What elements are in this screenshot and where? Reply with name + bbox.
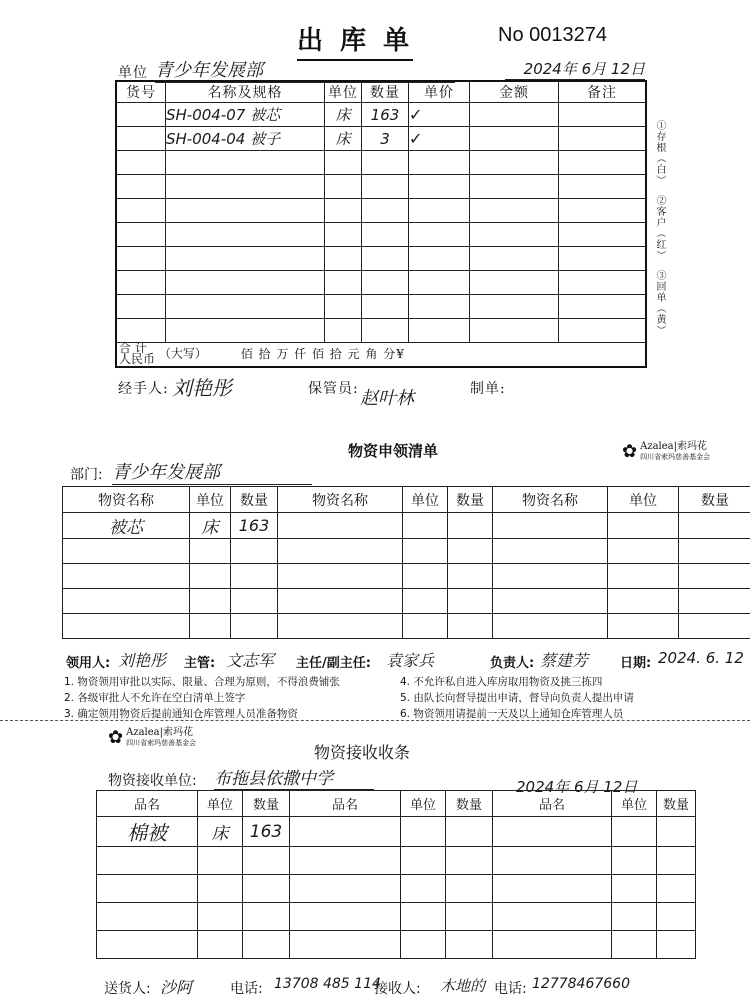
rule-item: 3. 确定领用物资后提前通知仓库管理人员准备物资 xyxy=(64,708,298,720)
req-header-name-2: 物资名称 xyxy=(278,487,403,513)
phone-label: 电话: xyxy=(230,981,263,997)
dept-value: 青少年发展部 xyxy=(112,458,312,485)
cell-qty: 3 xyxy=(362,127,409,151)
rec-header-name-1: 品名 xyxy=(97,791,198,817)
divider xyxy=(0,720,750,721)
check-icon: ✓ xyxy=(409,127,470,151)
total-label-a: 合 计 xyxy=(119,341,147,356)
table-row xyxy=(63,513,750,539)
rec-cell xyxy=(657,817,696,847)
cell-amount xyxy=(470,127,559,151)
req-header-qty-2: 数量 xyxy=(448,487,493,513)
req-header-qty-3: 数量 xyxy=(679,487,750,513)
logo-sub: 四川省索玛慈善基金会 xyxy=(126,739,197,747)
manager-label: 负责人: xyxy=(490,656,535,671)
req-cell: 被芯 xyxy=(63,513,190,539)
keeper-signature: 赵叶林 xyxy=(360,388,414,409)
total-label-b: 人民币 xyxy=(119,352,156,367)
receipt-footer xyxy=(104,978,744,998)
req-cell xyxy=(493,513,608,539)
requisition-date: 2024. 6. 12 xyxy=(658,649,744,667)
dept-label: 部门: xyxy=(70,467,103,483)
out-slip-number: No 0013274 xyxy=(498,24,607,46)
recipient-label: 领用人: xyxy=(66,656,111,671)
rule-item: 2. 各级审批人不允许在空白清单上签字 xyxy=(64,692,246,704)
req-header-unit-3: 单位 xyxy=(608,487,679,513)
rec-cell: 棉被 xyxy=(97,817,198,847)
rec-cell xyxy=(493,817,612,847)
header-price: 单价 xyxy=(409,81,470,103)
out-slip-title: 出 库 单 xyxy=(297,20,413,61)
cell-code xyxy=(116,103,166,127)
rule-item: 1. 物资领用审批以实际、限量、合理为原则，不得浪费铺张 xyxy=(64,676,340,688)
date-label: 日期: xyxy=(620,656,652,671)
logo-name: Azalea|索玛花 xyxy=(640,441,707,452)
phone2-value: 12778467660 xyxy=(532,976,630,992)
sender-value: 沙阿 xyxy=(160,978,193,997)
cell-note xyxy=(559,127,647,151)
rule-item: 5. 由队长向督导提出申请，督导向负责人提出申请 xyxy=(400,692,634,704)
requisition-title: 物资申领清单 xyxy=(348,442,439,460)
req-cell: 床 xyxy=(190,513,231,539)
flower-logo-icon: ✿ xyxy=(622,441,638,462)
supervisor-label: 主管: xyxy=(184,656,216,671)
supervisor-signature: 文志军 xyxy=(226,651,275,670)
rec-cell xyxy=(290,817,401,847)
rec-cell xyxy=(401,817,446,847)
req-header-qty-1: 数量 xyxy=(231,487,278,513)
cell-unit: 床 xyxy=(325,103,362,127)
rule-item: 4. 不允许私自进入库房取用物资及挑三拣四 xyxy=(400,676,603,688)
cell-name: SH-004-07 被芯 xyxy=(166,103,325,127)
header-name: 名称及规格 xyxy=(166,81,325,103)
cell-qty: 163 xyxy=(362,103,409,127)
rule-item: 6. 物资领用请提前一天及以上通知仓库管理人员 xyxy=(400,708,624,720)
requisition-table xyxy=(62,486,750,639)
rec-header-qty-3: 数量 xyxy=(657,791,696,817)
rec-cell xyxy=(446,817,493,847)
requisition-logo xyxy=(622,442,710,462)
rec-header-unit-3: 单位 xyxy=(612,791,657,817)
header-code: 货号 xyxy=(116,81,166,103)
director-signature: 袁家兵 xyxy=(386,651,435,670)
receipt-date: 2024年 6月 12日 xyxy=(516,778,638,796)
header-amount: 金额 xyxy=(470,81,559,103)
side-label-return: ③回单（黄） xyxy=(654,270,665,336)
rec-cell: 163 xyxy=(243,817,290,847)
unit-value: 青少年发展部 xyxy=(155,56,455,83)
handler-label: 经手人: xyxy=(118,381,169,397)
table-row xyxy=(116,103,646,127)
header-qty: 数量 xyxy=(362,81,409,103)
req-header-name-3: 物资名称 xyxy=(493,487,608,513)
table-row xyxy=(97,817,696,847)
rec-cell: 床 xyxy=(198,817,243,847)
table-row xyxy=(116,127,646,151)
req-cell xyxy=(278,513,403,539)
cell-note xyxy=(559,103,647,127)
manager-signature: 蔡建芳 xyxy=(540,651,589,670)
out-slip-date: 2024年 6月 12日 xyxy=(505,58,645,80)
rec-header-qty-1: 数量 xyxy=(243,791,290,817)
req-cell xyxy=(403,513,448,539)
out-slip-table xyxy=(115,80,647,368)
req-cell xyxy=(608,513,679,539)
logo-name: Azalea|索玛花 xyxy=(126,727,193,738)
side-label-client: ②客户（红） xyxy=(654,195,665,261)
check-icon: ✓ xyxy=(409,103,470,127)
cell-code xyxy=(116,127,166,151)
director-label: 主任/副主任: xyxy=(296,656,371,671)
requisition-sign-row xyxy=(66,649,750,674)
recv-unit-label: 物资接收单位: xyxy=(108,773,197,789)
req-cell xyxy=(679,513,750,539)
req-header-unit-1: 单位 xyxy=(190,487,231,513)
receipt-logo xyxy=(108,728,196,748)
rec-header-name-3: 品名 xyxy=(493,791,612,817)
receiver-value: 木地的 xyxy=(440,977,486,995)
handler-signature: 刘艳彤 xyxy=(172,376,232,400)
sender-label: 送货人: xyxy=(104,981,151,997)
total-row xyxy=(116,343,646,367)
rec-header-qty-2: 数量 xyxy=(446,791,493,817)
phone2-label: 电话: xyxy=(494,981,527,997)
receiver-label: 接收人: xyxy=(374,981,421,997)
cell-amount xyxy=(470,103,559,127)
recipient-signature: 刘艳彤 xyxy=(118,651,167,670)
cell-unit: 床 xyxy=(325,127,362,151)
cell-name: SH-004-04 被子 xyxy=(166,127,325,151)
keeper-label: 保管员: xyxy=(308,381,359,397)
rec-header-unit-2: 单位 xyxy=(401,791,446,817)
maker-label: 制单: xyxy=(470,381,506,397)
req-header-name-1: 物资名称 xyxy=(63,487,190,513)
total-units: 佰 拾 万 仟 佰 拾 元 角 分¥ xyxy=(240,346,405,361)
rec-header-name-2: 品名 xyxy=(290,791,401,817)
unit-label: 单位 xyxy=(118,65,148,81)
phone-value: 13708 485 114 xyxy=(274,976,381,992)
recv-unit-value: 布拖县依撒中学 xyxy=(214,764,374,790)
req-cell xyxy=(448,513,493,539)
rec-header-unit-1: 单位 xyxy=(198,791,243,817)
header-unit: 单位 xyxy=(325,81,362,103)
req-header-unit-2: 单位 xyxy=(403,487,448,513)
logo-sub: 四川省索玛慈善基金会 xyxy=(640,453,711,461)
rec-cell xyxy=(612,817,657,847)
req-cell: 163 xyxy=(231,513,278,539)
flower-logo-icon: ✿ xyxy=(108,727,124,748)
receipt-title: 物资接收收条 xyxy=(314,743,411,762)
receipt-table xyxy=(96,790,696,959)
total-daxie: （大写） xyxy=(158,346,207,361)
side-label-stub: ①存根（白） xyxy=(654,120,665,186)
header-note: 备注 xyxy=(559,81,647,103)
